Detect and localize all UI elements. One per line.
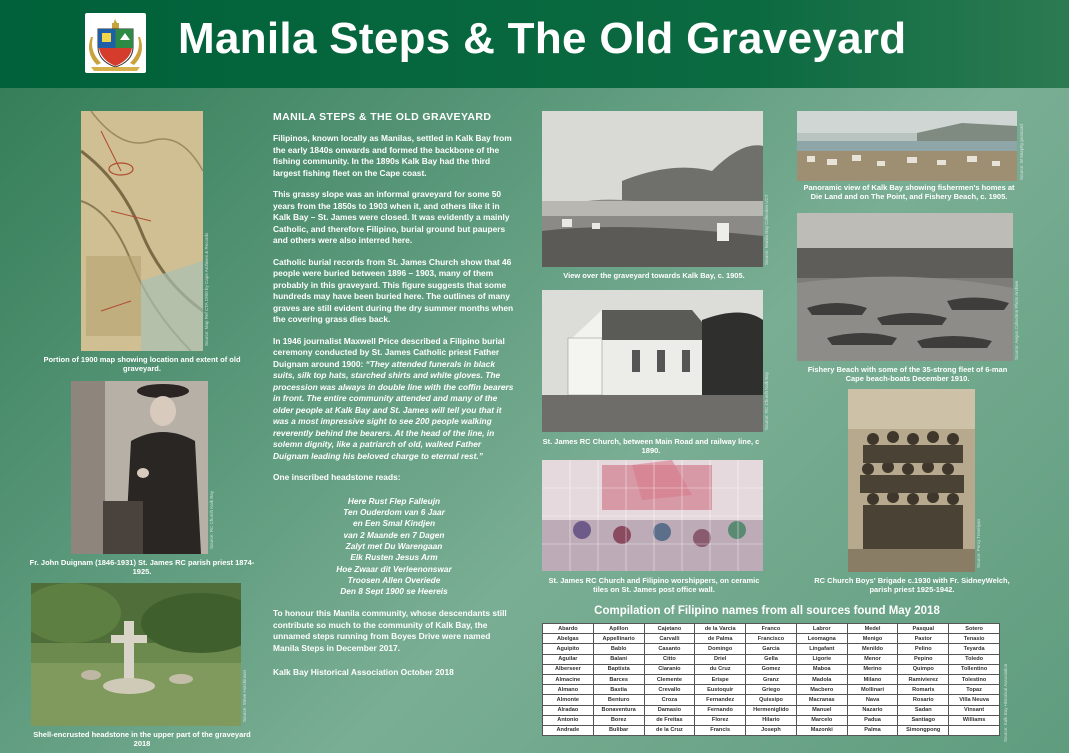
fishery-caption: Fishery Beach with some of the 35-strong fleet of 6-man Cape beach-boats December 1910.: [807, 365, 1008, 384]
table-cell: de la Varcia: [695, 624, 746, 634]
church-caption: St. James RC Church, between Main Road and railway line, c 1890.: [542, 437, 760, 456]
table-cell: Pastor: [898, 634, 949, 644]
table-cell: Mollinari: [847, 685, 898, 695]
table-cell: de la Cruz: [644, 725, 695, 735]
table-cell: Antonio: [543, 715, 594, 725]
table-cell: Clemente: [644, 674, 695, 684]
table-cell: Cajetano: [644, 624, 695, 634]
table-cell: Alradao: [543, 705, 594, 715]
table-cell: Medel: [847, 624, 898, 634]
table-cell: Toledo: [949, 654, 1000, 664]
table-cell: Sotero: [949, 624, 1000, 634]
table-cell: Padua: [847, 715, 898, 725]
table-cell: Santiago: [898, 715, 949, 725]
table-cell: Fernando: [695, 705, 746, 715]
table-cell: Quimpo: [898, 664, 949, 674]
table-cell: Domingo: [695, 644, 746, 654]
table-cell: Apillon: [593, 624, 644, 634]
table-cell: Pelino: [898, 644, 949, 654]
table-cell: Vinsant: [949, 705, 1000, 715]
table-row: [543, 664, 1000, 674]
table-row: [543, 634, 1000, 644]
table-cell: Almano: [543, 685, 594, 695]
table-row: [543, 715, 1000, 725]
table-cell: Griego: [746, 685, 797, 695]
table-row: [543, 654, 1000, 664]
brigade-source-credit: Source: Percy Trevelyan: [976, 518, 981, 568]
table-cell: Bablo: [593, 644, 644, 654]
ceremony-quote: “They attended funerals in black suits, silk top hats, starched shirts and white gloves. The procession was always in double line with the coffin bearers in front. The entire community attended and many of the older people at Kalk Bay and St. James will tell you that it was a most impressive sight to see 200 people walking reverently behind the bearers. At the head of the line, in solemn dignity, like a patriarch of old, walked Father Duignam leading his beloved charge to eternal rest.”: [273, 358, 514, 461]
headstone-photo-image: [31, 583, 241, 726]
paragraph-credit: Kalk Bay Historical Association October 2018: [273, 666, 454, 677]
table-cell: Menigo: [847, 634, 898, 644]
paragraph-ceremony: [273, 336, 515, 463]
table-cell: Menildo: [847, 644, 898, 654]
ceremony-intro: In 1946 journalist Maxwell Price described a Filipino burial ceremony conducted by St. James Catholic priest Father Duignam around 1900:: [273, 335, 505, 369]
headstone-line: Hoe Zwaar dit Verleenonswar: [336, 563, 452, 574]
paragraph-graveyard: This grassy slope was an informal graveyard for some 50 years from the 1850s to 1903 when it, and others like it in Kalk Bay – St. James were closed. It was evidently a mainly Catholic, and therefore Filipino, burial ground but paupers and others were also interred here.: [273, 189, 510, 246]
table-cell: Baptista: [593, 664, 644, 674]
table-cell: Nava: [847, 695, 898, 705]
headstone-line: en Een Smal Kindjen: [352, 518, 436, 529]
table-row: [543, 695, 1000, 705]
table-cell: Driel: [695, 654, 746, 664]
table-cell: Almonte: [543, 695, 594, 705]
paragraph-headstone-intro: One inscribed headstone reads:: [273, 472, 401, 483]
table-cell: Tollentino: [949, 664, 1000, 674]
table-cell: Tolestino: [949, 674, 1000, 684]
brigade-caption: RC Church Boys' Brigade c.1930 with Fr. SidneyWelch, parish priest 1925-1942.: [814, 576, 1010, 595]
headstone-line: Ten Ouderdom van 6 Jaar: [343, 507, 445, 518]
table-cell: Granz: [746, 674, 797, 684]
table-cell: Claranio: [644, 664, 695, 674]
table-cell: Pepino: [898, 654, 949, 664]
table-cell: Eustoquir: [695, 685, 746, 695]
table-cell: Alberseer: [543, 664, 594, 674]
table-cell: Manuel: [796, 705, 847, 715]
table-cell: Romaris: [898, 685, 949, 695]
table-cell: Nazario: [847, 705, 898, 715]
table-cell: Andrade: [543, 725, 594, 735]
table-cell: Milano: [847, 674, 898, 684]
table-cell: Maboa: [796, 664, 847, 674]
table-cell: Abardo: [543, 624, 594, 634]
table-cell: de Freitas: [644, 715, 695, 725]
table-cell: Merino: [847, 664, 898, 674]
table-cell: Sadan: [898, 705, 949, 715]
table-cell: Aguilar: [543, 654, 594, 664]
headstone-photo-source-credit: Source: Steve Hutchinson: [242, 669, 247, 722]
page-title: Manila Steps & The Old Graveyard: [178, 14, 907, 63]
table-cell: Francisco: [746, 634, 797, 644]
table-cell: Bulibar: [593, 725, 644, 735]
table-row: [543, 705, 1000, 715]
table-cell: Ramivierez: [898, 674, 949, 684]
panorama-image: [797, 111, 1017, 181]
ceramic-tiles-image: [542, 460, 763, 571]
table-cell: Hilario: [746, 715, 797, 725]
table-row: [543, 685, 1000, 695]
table-cell: Macranas: [796, 695, 847, 705]
table-row: [543, 674, 1000, 684]
table-cell: Teyarda: [949, 644, 1000, 654]
table-cell: Balani: [593, 654, 644, 664]
table-cell: Crevallo: [644, 685, 695, 695]
table-cell: Francis: [695, 725, 746, 735]
paragraph-filipinos: Filipinos, known locally as Manilas, settled in Kalk Bay from the early 1840s onwards and formed the backbone of the fishing community. In the 1890s Kalk Bay had the third largest fishing fleet on the Cape coast.: [273, 133, 512, 178]
map-1900-image: [81, 111, 203, 351]
table-cell: Villa Neuva: [949, 695, 1000, 705]
table-cell: Aguipito: [543, 644, 594, 654]
table-cell: de Palma: [695, 634, 746, 644]
table-cell: Barces: [593, 674, 644, 684]
table-cell: Mazonki: [796, 725, 847, 735]
headstone-line: Elk Rusten Jesus Arm: [350, 552, 438, 563]
table-cell: Tenasio: [949, 634, 1000, 644]
table-cell: Florez: [695, 715, 746, 725]
headstone-line: Den 8 Sept 1900 se Heereis: [340, 586, 448, 597]
headstone-inscription: [273, 496, 515, 598]
headstone-line: Troosen Allen Overiede: [347, 574, 441, 585]
tiles-caption: St. James RC Church and Filipino worshippers, on ceramic tiles on St. James post office wall.: [548, 576, 760, 595]
fishery-source-credit: Source: Aegus Collection Photo Archive: [1014, 280, 1019, 360]
filipino-names-table: [542, 623, 1000, 736]
table-cell: Gella: [746, 654, 797, 664]
table-cell: Gomez: [746, 664, 797, 674]
church-photo-image: [542, 290, 763, 432]
table-cell: Leomagna: [796, 634, 847, 644]
table-cell: Almacine: [543, 674, 594, 684]
table-cell: Croza: [644, 695, 695, 705]
table-cell: Erispe: [695, 674, 746, 684]
table-cell: Borez: [593, 715, 644, 725]
table-cell: Pasqual: [898, 624, 949, 634]
table-cell: Joseph: [746, 725, 797, 735]
headstone-line: Here Rust Flep Falleujn: [347, 495, 441, 506]
map-caption: Portion of 1900 map showing location and extent of old graveyard.: [43, 355, 241, 374]
table-cell: Fernandez: [695, 695, 746, 705]
paragraph-manila-steps: To honour this Manila community, whose descendants still contribute so much to the community of Kalk Bay, the unnamed steps running from Boyes Drive were named Manila Steps in December 2017.: [273, 608, 507, 653]
table-cell: Rosario: [898, 695, 949, 705]
table-cell: Benturo: [593, 695, 644, 705]
map-source-credit: Source: Map Ref CTA 1900 by Cape Archives & Records: [204, 232, 209, 346]
priest-source-credit: Source: RC Church Kalk Bay: [209, 490, 214, 549]
priest-caption: Fr. John Duignam (1846-1931) St. James RC parish priest 1874-1925.: [29, 558, 255, 577]
table-cell: Madola: [796, 674, 847, 684]
panorama-caption: Panoramic view of Kalk Bay showing fishermen's homes at Die Land and on The Point, and Fishery Beach, c. 1905.: [803, 183, 1015, 202]
headstone-line: Zalyt met Du Warengaan: [345, 541, 443, 552]
table-cell: du Cruz: [695, 664, 746, 674]
panorama-source-credit: Source: W Murphy postcard: [1019, 124, 1024, 180]
table-cell: Citto: [644, 654, 695, 664]
section-heading: MANILA STEPS & THE OLD GRAVEYARD: [273, 111, 492, 123]
fishery-beach-image: [797, 213, 1013, 361]
priest-portrait-image: [71, 381, 208, 554]
table-cell: Marcelo: [796, 715, 847, 725]
paragraph-burial-records: Catholic burial records from St. James Church show that 46 people were buried between 1896 – 1903, many of them probably in this graveyard. This figure suggests that some hundreds may have been buried here. The outlines of many graves are still evident during the dry summer months when the covering grass dies back.: [273, 256, 514, 325]
church-source-credit: Source: RC Church Kalk Bay: [764, 371, 769, 430]
table-cell: Macbero: [796, 685, 847, 695]
table-cell: Casanto: [644, 644, 695, 654]
view-caption: View over the graveyard towards Kalk Bay, c. 1905.: [563, 271, 745, 280]
table-cell: Palma: [847, 725, 898, 735]
table-cell: Bastia: [593, 685, 644, 695]
table-cell: Damasio: [644, 705, 695, 715]
table-cell: Ligorie: [796, 654, 847, 664]
table-cell: Garcia: [746, 644, 797, 654]
table-cell: Williams: [949, 715, 1000, 725]
boys-brigade-image: [848, 389, 975, 572]
association-crest-logo: [85, 13, 146, 73]
names-table-title: Compilation of Filipino names from all sources found May 2018: [594, 605, 940, 617]
table-cell: Quissipo: [746, 695, 797, 705]
names-source-credit: Source: Kalk Bay Historical Association: [1003, 663, 1008, 742]
table-cell: Hermeniglido: [746, 705, 797, 715]
table-cell: Abelgas: [543, 634, 594, 644]
table-cell: Labror: [796, 624, 847, 634]
table-row: [543, 644, 1000, 654]
table-cell: Lingafant: [796, 644, 847, 654]
table-row: [543, 725, 1000, 735]
table-row: [543, 624, 1000, 634]
table-cell: Simongpong: [898, 725, 949, 735]
headstone-photo-caption: Shell-encrusted headstone in the upper part of the graveyard 2018: [33, 730, 251, 749]
view-source-credit: Source: Manila Bay Collection UCT: [764, 194, 769, 265]
table-cell: [949, 725, 1000, 735]
table-cell: Franco: [746, 624, 797, 634]
table-cell: Carvalli: [644, 634, 695, 644]
headstone-line: van 2 Maande en 7 Dagen: [343, 529, 445, 540]
article-column: [273, 111, 515, 678]
table-cell: Bonaventura: [593, 705, 644, 715]
table-cell: Menor: [847, 654, 898, 664]
table-cell: Topaz: [949, 685, 1000, 695]
view-over-graveyard-image: [542, 111, 763, 267]
table-cell: Appellinario: [593, 634, 644, 644]
